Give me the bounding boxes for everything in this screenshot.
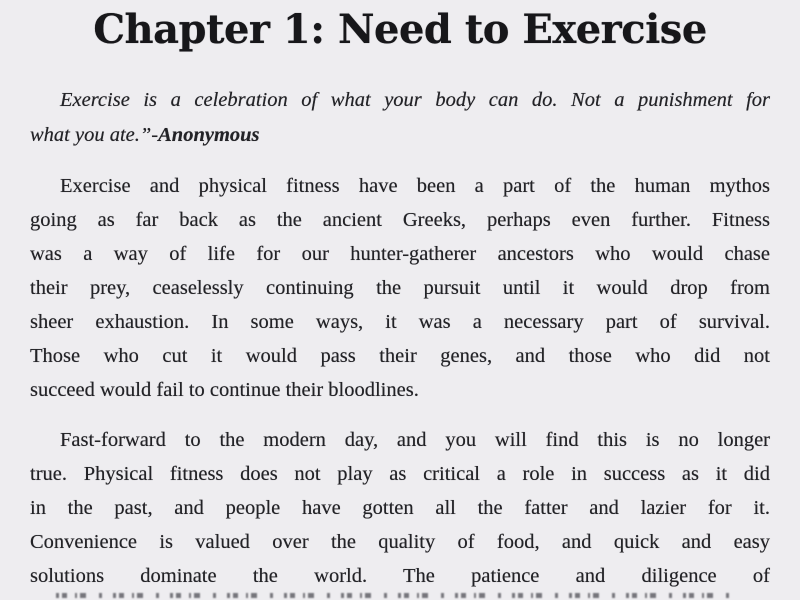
- chapter-title: Chapter 1: Need to Exercise: [93, 6, 707, 53]
- paragraph-2-line-1: Fast-forward to the modern day, and you will find this is no longer: [60, 429, 770, 451]
- epigraph-author: Anonymous: [158, 124, 260, 146]
- paragraph-1-line-6: Those who cut it would pass their genes, and those who did not: [30, 345, 770, 367]
- paragraph-1-line-4: their prey, ceaselessly continuing the pursuit until it would drop from: [30, 277, 770, 299]
- epigraph-line-2: [30, 118, 770, 153]
- clipped-next-line: [56, 593, 730, 598]
- paragraph-1-line-1: Exercise and physical fitness have been a part of the human mythos: [60, 175, 770, 197]
- epigraph: [30, 83, 770, 153]
- epigraph-line-2-text: what you ate.”-: [30, 124, 159, 146]
- paragraph-1-line-2: going as far back as the ancient Greeks, perhaps even further. Fitness: [30, 209, 770, 231]
- paragraph-2-line-4: Convenience is valued over the quality of food, and quick and easy: [30, 531, 770, 553]
- paragraph-2-line-2: true. Physical fitness does not play as critical a role in success as it did: [30, 463, 770, 485]
- paragraph-2: [30, 423, 770, 593]
- paragraph-1-line-3: was a way of life for our hunter-gatherer ancestors who would chase: [30, 243, 770, 265]
- paragraph-1-line-5: sheer exhaustion. In some ways, it was a necessary part of survival.: [30, 311, 770, 333]
- epigraph-line-1: Exercise is a celebration of what your body can do. Not a punishment for: [60, 89, 770, 111]
- paragraph-1: [30, 169, 770, 407]
- paragraph-2-line-3: in the past, and people have gotten all the fatter and lazier for it.: [30, 497, 770, 519]
- paragraph-2-line-5: solutions dominate the world. The patience and diligence of: [30, 565, 770, 587]
- paragraph-1-line-7: succeed would fail to continue their bloodlines.: [30, 379, 419, 401]
